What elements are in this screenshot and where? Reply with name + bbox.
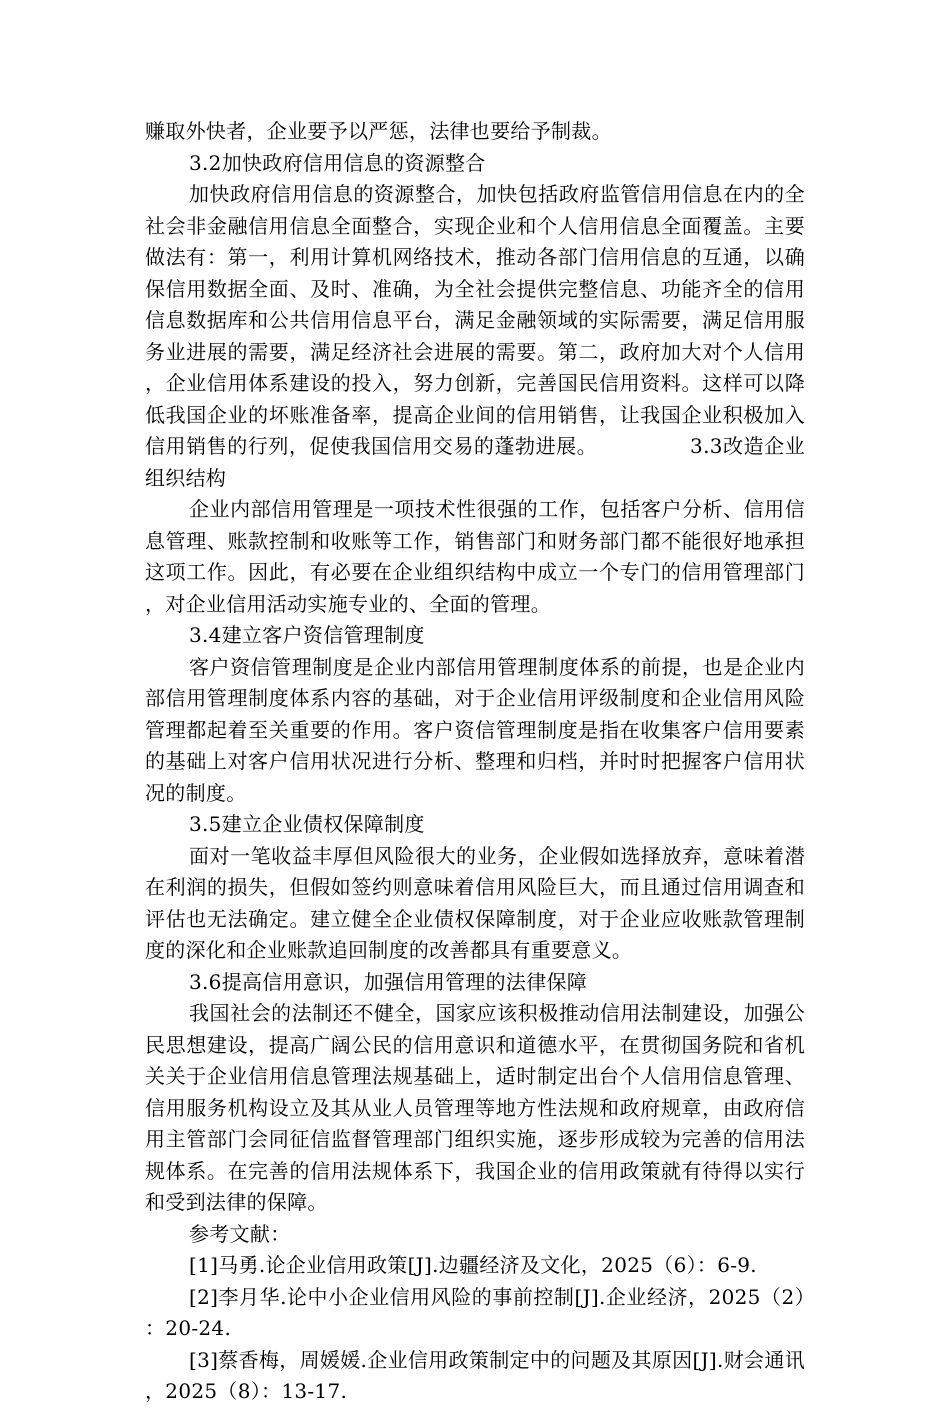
reference-item-1: [1]马勇.论企业信用政策[J].边疆经济及文化，2025（6）：6-9. — [189, 1253, 757, 1277]
paragraph-3-6-body: 我国社会的法制还不健全，国家应该积极推动信用法制建设，加强公民思想建设，提高广阔公民的信用意识和道德水平，在贯彻国务院和省机关关于企业信用信息管理法规基础上，适时制定出台个人信用信息管理、信用服务机构设立及其从业人员管理等地方性法规和政府规章，由政府信用主管部门会同征信监督管理部门组织实施，逐步形成较为完善的信用法规体系。在完善的信用法规体系下，我国企业的信用政策就有待得以实行和受到法律的保障。 — [145, 1001, 805, 1214]
references-heading: 参考文献： — [189, 1221, 291, 1246]
paragraph-3-3-body: 企业内部信用管理是一项技术性很强的工作，包括客户分析、信用信息管理、账款控制和收账等工作，销售部门和财务部门都不能很好地承担这项工作。因此，有必要在企业组织结构中成立一个专门的信用管理部门，对企业信用活动实施专业的、全面的管理。 — [145, 497, 805, 616]
section-heading-3-4: 3.4建立客户资信管理制度 — [189, 623, 425, 647]
section-heading-3-6: 3.6提高信用意识，加强信用管理的法律保障 — [189, 969, 588, 994]
paragraph-3-4-body: 客户资信管理制度是企业内部信用管理制度体系的前提，也是企业内部信用管理制度体系内容的基础，对于企业信用评级制度和企业信用风险管理都起着至关重要的作用。客户资信管理制度是指在收集客户信用要素的基础上对客户信用状况进行分析、整理和归档，并时时把握客户信用状况的制度。 — [145, 654, 805, 805]
paragraph-3-5-body: 面对一笔收益丰厚但风险很大的业务，企业假如选择放弃，意味着潜在利润的损失，但假如签约则意味着信用风险巨大，而且通过信用调查和评估也无法确定。建立健全企业债权保障制度，对于企业应收账款管理制度的深化和企业账款追回制度的改善都具有重要意义。 — [145, 843, 805, 962]
section-heading-3-5: 3.5建立企业债权保障制度 — [189, 812, 425, 836]
document-page — [145, 116, 805, 1408]
reference-item-2: [2]李月华.论中小企业信用风险的事前控制[J].企业经济，2025（2）：20-24. — [145, 1284, 805, 1340]
paragraph-fragment: 赚取外快者，企业要予以严惩，法律也要给予制裁。 — [145, 119, 612, 143]
reference-item-3: [3]蔡香梅，周媛媛.企业信用政策制定中的问题及其原因[J].财会通讯，2025（8）：13-17. — [145, 1347, 805, 1403]
paragraph-3-2-body: 加快政府信用信息的资源整合，加快包括政府监管信用信息在内的全社会非金融信用信息全面整合，实现企业和个人信用信息全面覆盖。主要做法有：第一，利用计算机网络技术，推动各部门信用信息的互通，以确保信用数据全面、及时、准确，为全社会提供完整信息、功能齐全的信用信息数据库和公共信用信息平台，满足金融领域的实际需要，满足信用服务业进展的需要，满足经济社会进展的需要。第二，政府加大对个人信用，企业信用体系建设的投入，努力创新，完善国民信用资料。这样可以降低我国企业的坏账准备率，提高企业间的信用销售，让我国企业积极加入信用销售的行列，促使我国信用交易的蓬勃进展。 3.3改造企业组织结构 — [145, 182, 805, 490]
section-heading-3-2: 3.2加快政府信用信息的资源整合 — [189, 150, 486, 175]
